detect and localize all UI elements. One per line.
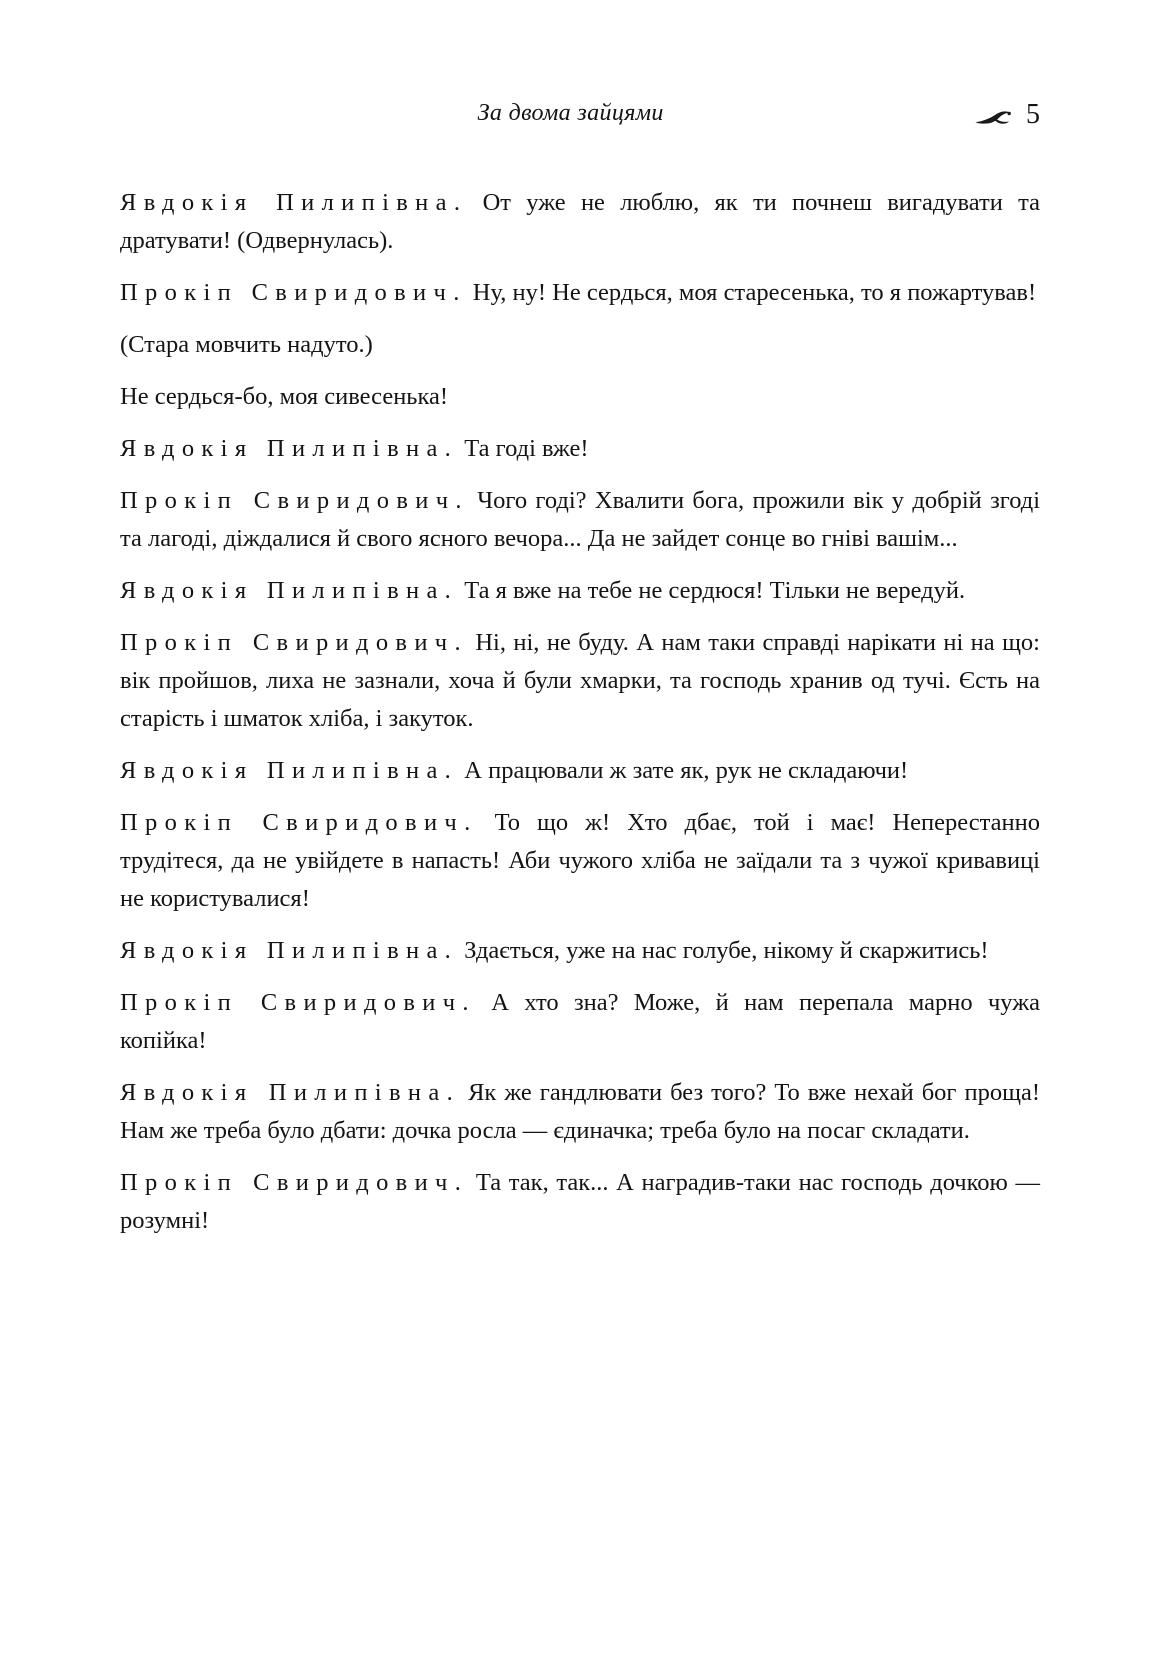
speaker-name: Явдокія Пилипівна. [120, 937, 459, 964]
dialogue-text: Ну, ну! Не сердься, моя старесенька, то я пожартував! [472, 279, 1037, 306]
speaker-name: Явдокія Пилипівна. [120, 189, 468, 216]
dialogue-paragraph [120, 430, 1040, 468]
dialogue-paragraph [120, 482, 1040, 558]
fleuron-ornament-icon [974, 108, 1012, 130]
dialogue-paragraph [120, 752, 1040, 790]
dialogue-paragraph [120, 984, 1040, 1060]
running-title: За двома зайцями [477, 100, 664, 126]
speaker-name: Явдокія Пилипівна. [120, 577, 459, 604]
speaker-name: Прокіп Свиридович. [120, 629, 468, 656]
dialogue-text: Ні, ні, не буду. А нам таки справді нарікати ні на що: вік пройшов, лиха не зазнали, хоча й були хмарки, та господь хранив од тучі. Єсть на старість і шматок хліба, і закуток. [120, 629, 1040, 732]
dialogue-text: Не сердься-бо, моя сивесенька! [120, 383, 449, 410]
running-header [120, 100, 1040, 136]
dialogue-paragraph [120, 378, 1040, 416]
dialogue-text: (Стара мовчить надуто.) [120, 331, 373, 358]
dialogue-text: От уже не люблю, як ти почнеш вигадувати та дратувати! (Одвернулась). [120, 189, 1040, 254]
dialogue-text: То що ж! Хто дбає, той і має! Неперестанно трудітеся, да не увійдете в напасть! Аби чужого хліба не заїдали та з чужої кривавиці не користувалися! [120, 809, 1040, 912]
dialogue-text: Чого годі? Хвалити бога, прожили вік у добрій згоді та лагоді, діждалися й свого ясного вечора... Да не зайдет сонце во гніві вашім... [120, 487, 1041, 552]
dialogue-text: Як же гандлювати без того? То вже нехай бог проща! Нам же треба було дбати: дочка росла — єдиначка; треба було на посаг складати. [120, 1079, 1040, 1144]
dialogue-paragraph [120, 624, 1040, 738]
speaker-name: Прокіп Свиридович. [120, 809, 478, 836]
dialogue-text: Та я вже на тебе не сердюся! Тільки не вередуй. [464, 577, 966, 604]
speaker-name: Явдокія Пилипівна. [120, 1079, 461, 1106]
dialogue-paragraph [120, 274, 1040, 312]
speaker-name: Прокіп Свиридович. [120, 487, 469, 514]
dialogue-paragraph [120, 572, 1040, 610]
speaker-name: Прокіп Свиридович. [120, 279, 467, 306]
dialogue-paragraph [120, 1164, 1040, 1240]
text-block [120, 184, 1040, 1240]
header-right-group [974, 98, 1040, 132]
dialogue-paragraph [120, 804, 1040, 918]
dialogue-paragraph [120, 932, 1040, 970]
dialogue-text: А працювали ж зате як, рук не складаючи! [464, 757, 909, 784]
speaker-name: Явдокія Пилипівна. [120, 435, 459, 462]
dialogue-paragraph [120, 1074, 1040, 1150]
dialogue-text: Та годі вже! [464, 435, 589, 462]
dialogue-paragraph [120, 184, 1040, 260]
speaker-name: Прокіп Свиридович. [120, 989, 476, 1016]
dialogue-text: Здається, уже на нас голубе, нікому й скаржитись! [464, 937, 989, 964]
speaker-name: Прокіп Свиридович. [120, 1169, 469, 1196]
stage-direction-paragraph [120, 326, 1040, 364]
speaker-name: Явдокія Пилипівна. [120, 757, 459, 784]
dialogue-text: Та так, так... А наградив-таки нас господь дочкою — розумні! [120, 1169, 1041, 1234]
dialogue-text: А хто зна? Може, й нам перепала марно чужа копійка! [120, 989, 1041, 1054]
page-number: 5 [1026, 99, 1040, 130]
